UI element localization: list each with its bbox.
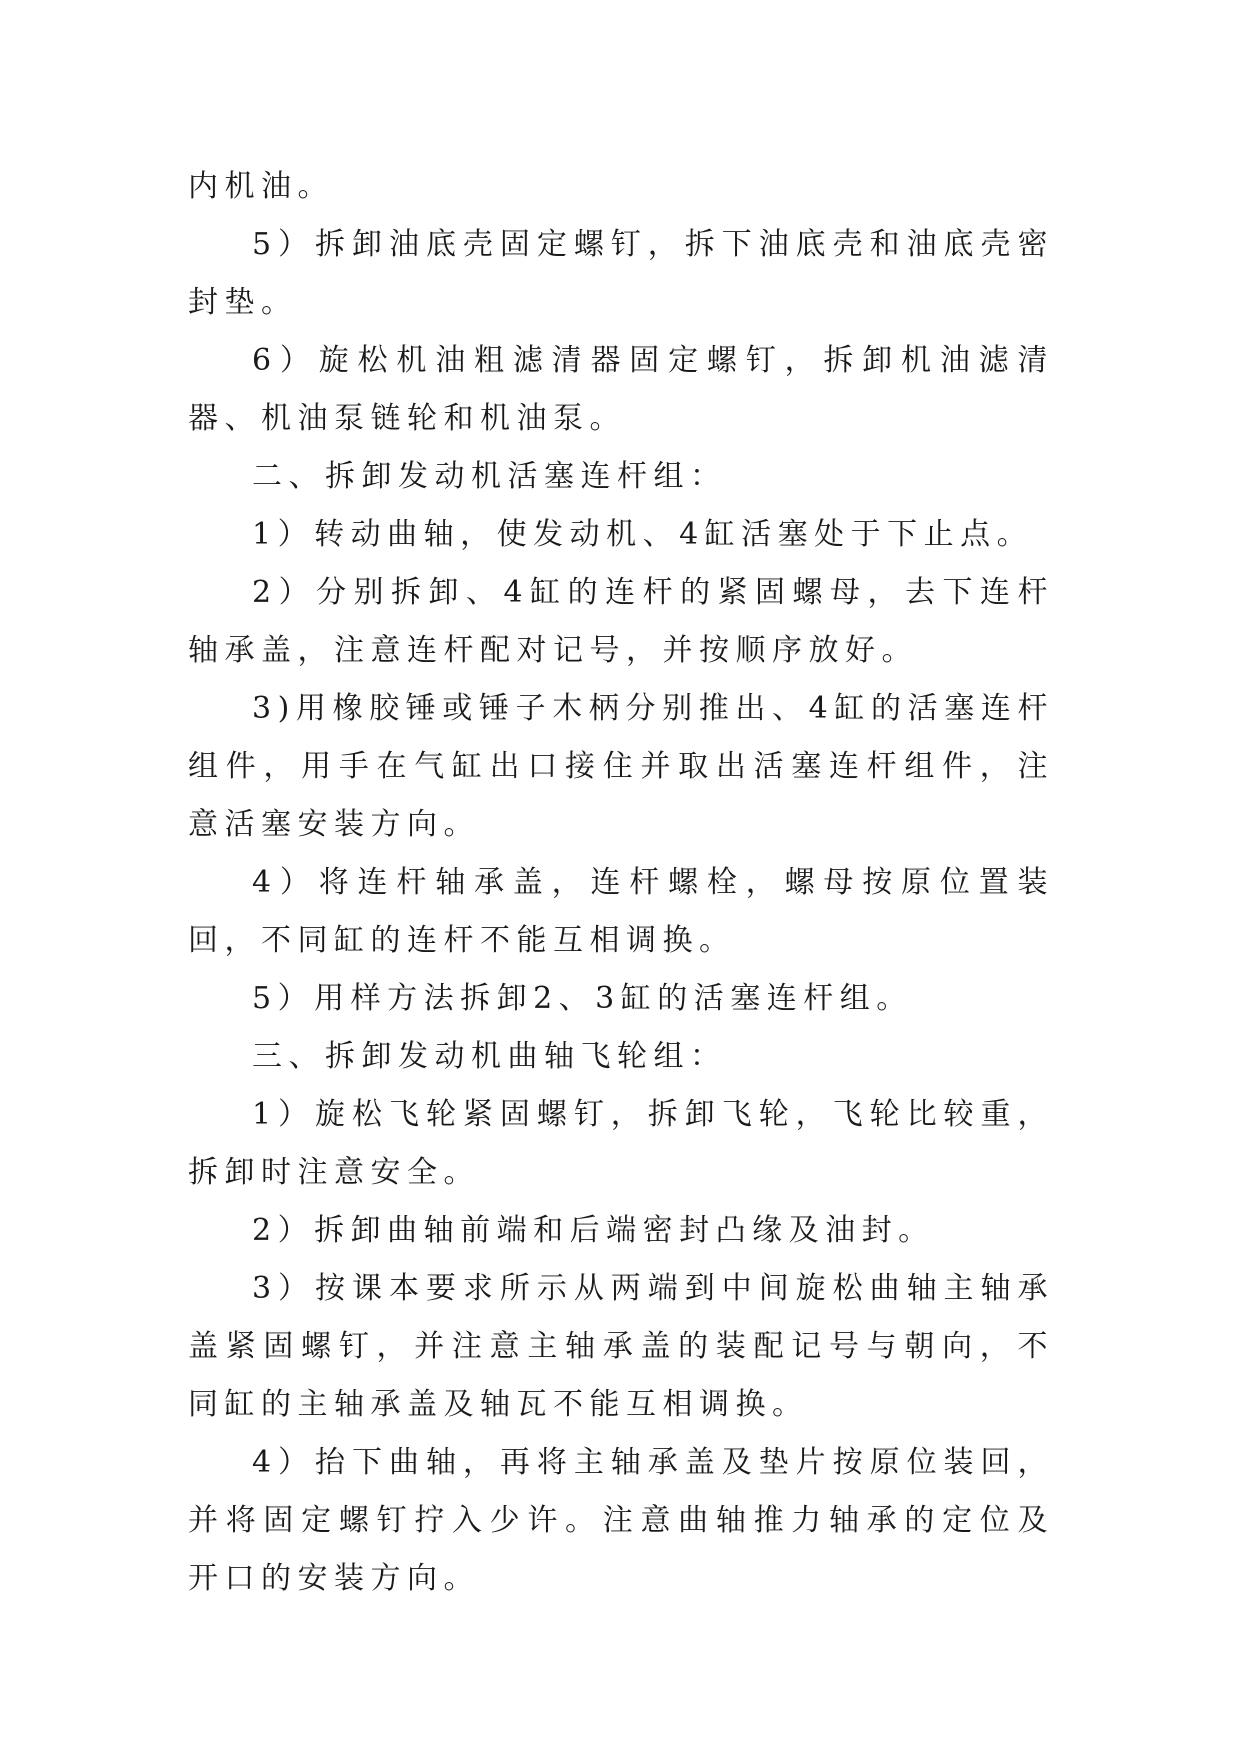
paragraph-10: 1）旋松飞轮紧固螺钉，拆卸飞轮，飞轮比较重，拆卸时注意安全。 [188,1097,1054,1190]
paragraph-4: 1）转动曲轴，使发动机、4缸活塞处于下止点。 [252,517,1034,552]
paragraph-8: 5）用样方法拆卸2、3缸的活塞连杆组。 [252,981,913,1016]
paragraph-12: 3）按课本要求所示从两端到中间旋松曲轴主轴承盖紧固螺钉，并注意主轴承盖的装配记号与朝向，不同缸的主轴承盖及轴瓦不能互相调换。 [188,1271,1054,1422]
paragraph-7: 4）将连杆轴承盖，连杆螺栓，螺母按原位置装回，不同缸的连杆不能互相调换。 [188,865,1054,958]
paragraph-0: 内机油。 [188,169,334,204]
paragraph-2: 6）旋松机油粗滤清器固定螺钉，拆卸机油滤清器、机油泵链轮和机油泵。 [188,343,1054,436]
section-heading-3: 三、拆卸发动机曲轴飞轮组： [252,1039,727,1074]
paragraph-1: 5）拆卸油底壳固定螺钉，拆下油底壳和油底壳密封垫。 [188,227,1054,320]
paragraph-6: 3)用橡胶锤或锤子木柄分别推出、4缸的活塞连杆组件，用手在气缸出口接住并取出活塞连杆组件，注意活塞安装方向。 [188,691,1054,842]
paragraph-13: 4）抬下曲轴，再将主轴承盖及垫片按原位装回，并将固定螺钉拧入少许。注意曲轴推力轴承的定位及开口的安装方向。 [188,1445,1054,1596]
document-page [188,158,1054,1608]
paragraph-11: 2）拆卸曲轴前端和后端密封凸缘及油封。 [252,1213,935,1248]
paragraph-5: 2）分别拆卸、4缸的连杆的紧固螺母，去下连杆轴承盖，注意连杆配对记号，并按顺序放好。 [188,575,1054,668]
section-heading-2: 二、拆卸发动机活塞连杆组： [252,459,727,494]
